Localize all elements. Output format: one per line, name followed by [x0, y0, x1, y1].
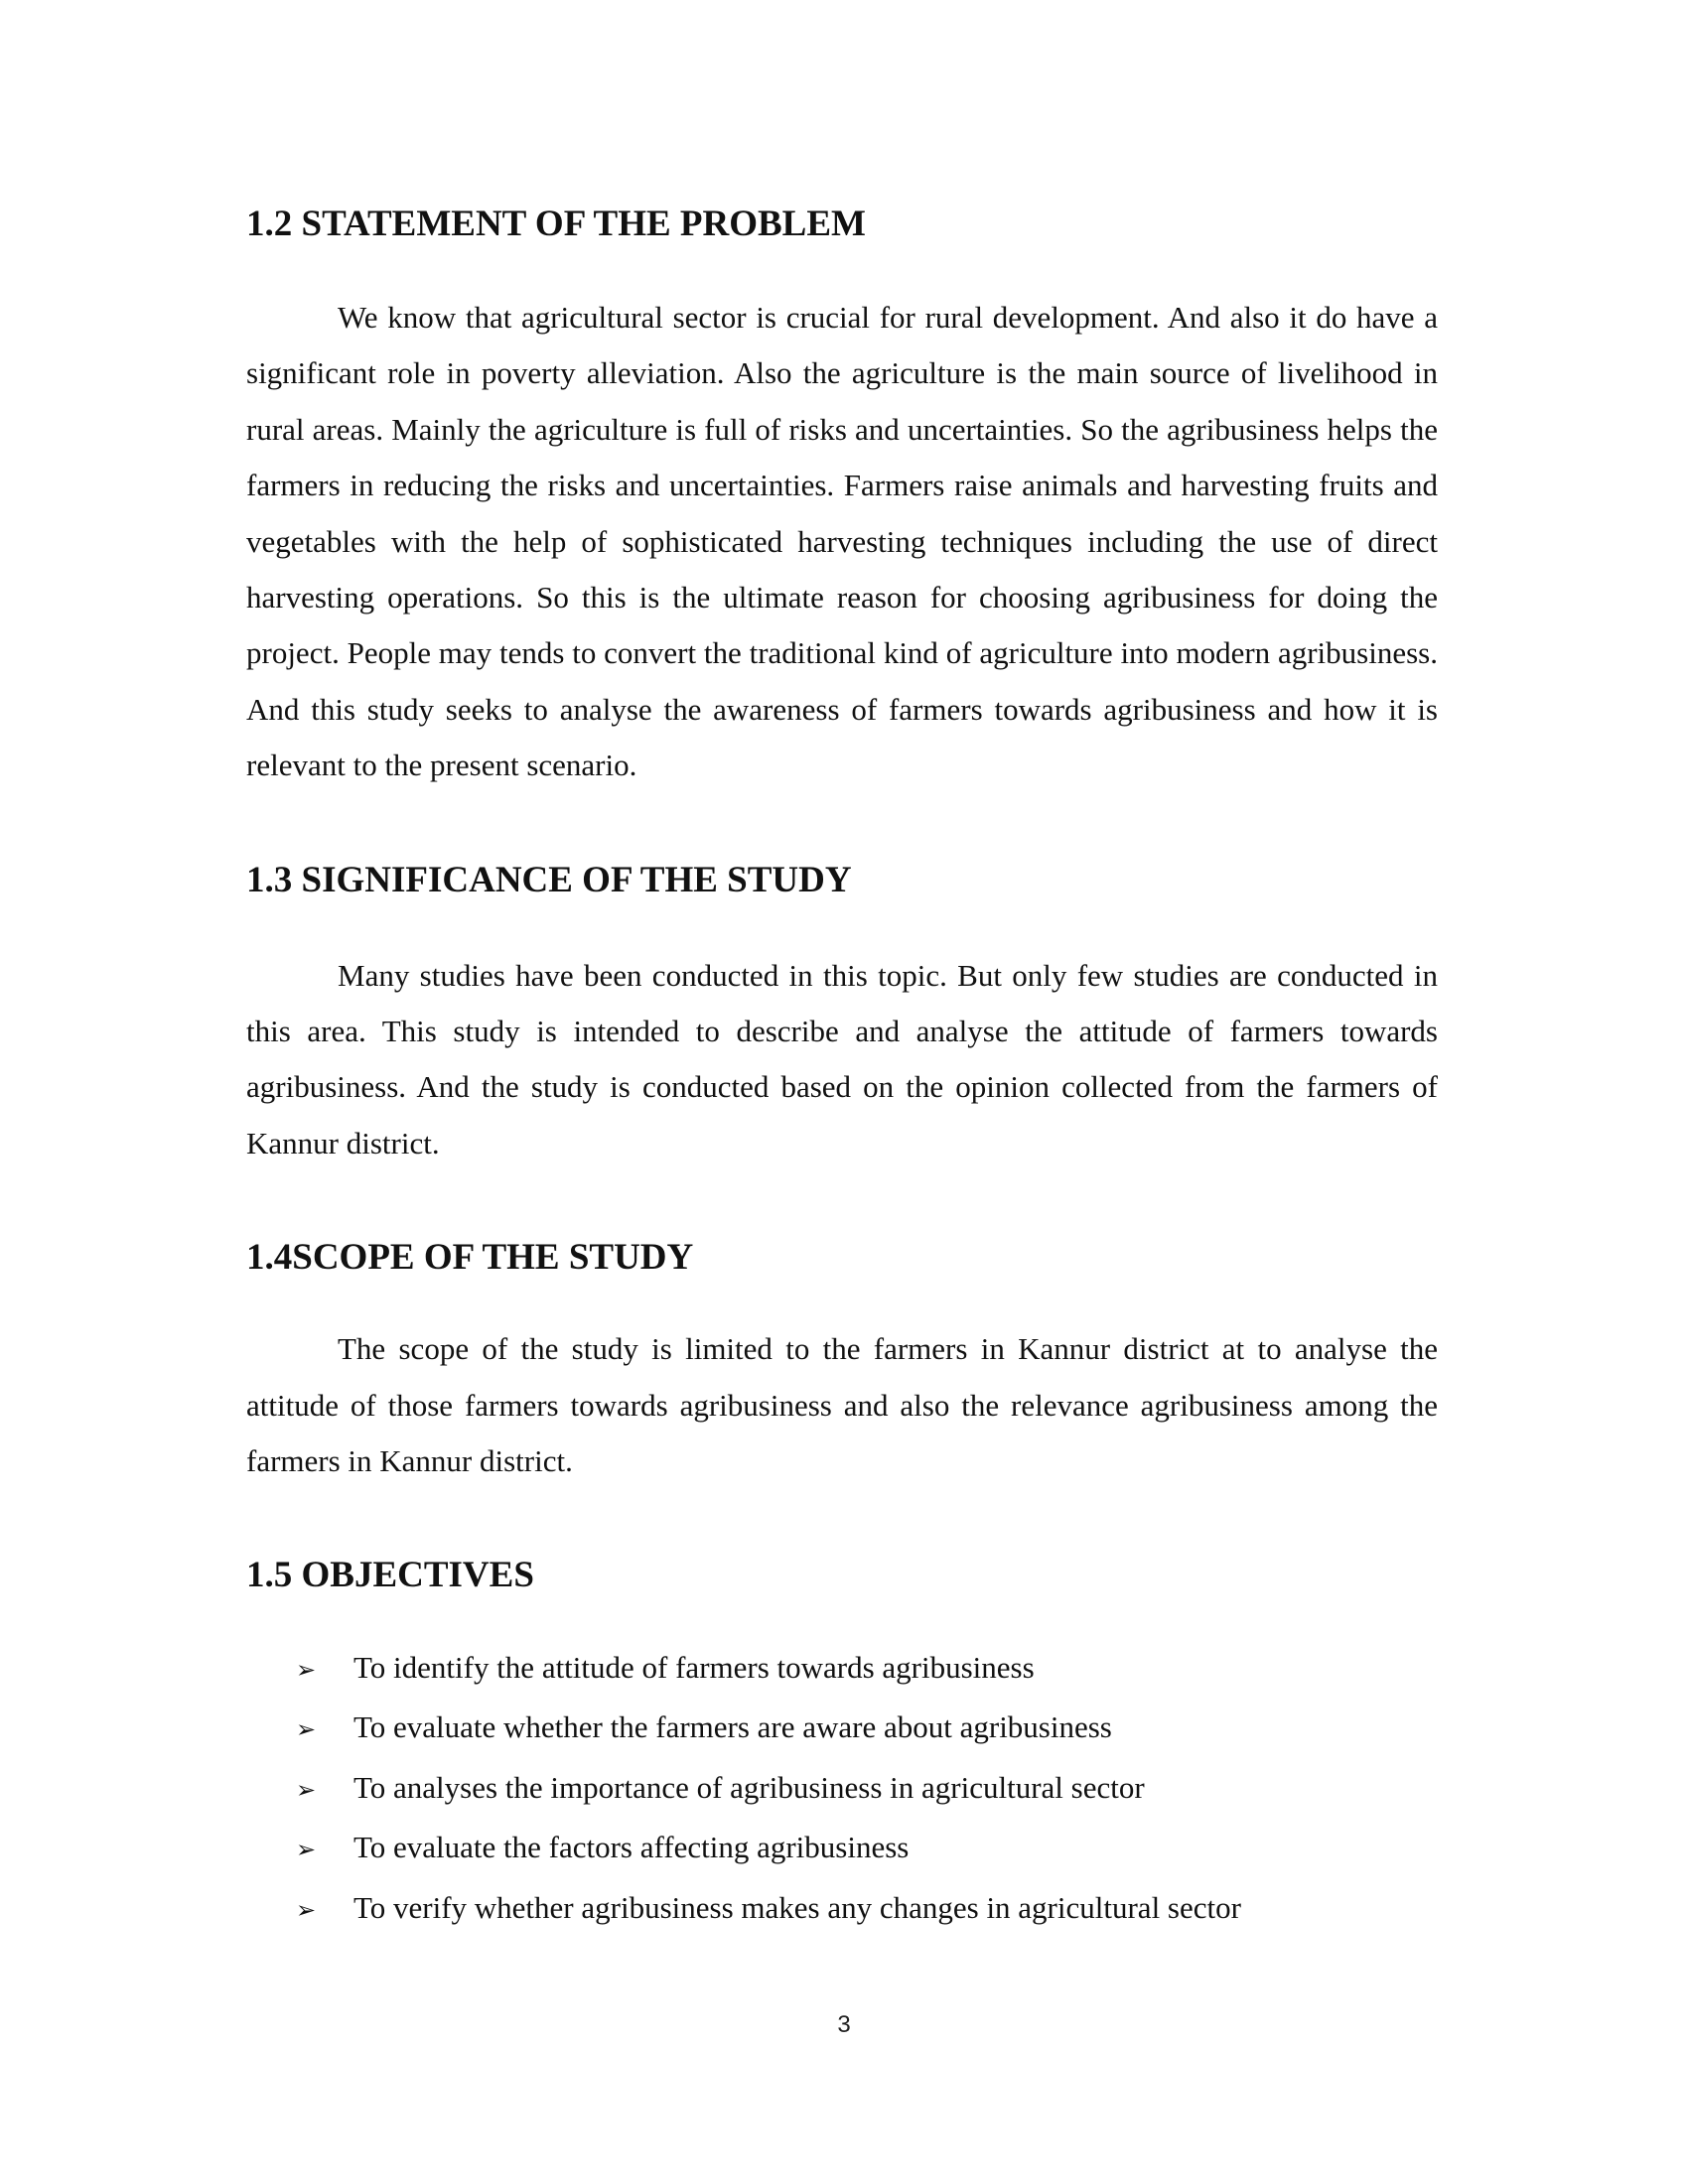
- statement-of-problem-paragraph: We know that agricultural sector is crucial for rural development. And also it do have a significant role in poverty alleviation. Also the agriculture is the main source of livelihood in rural areas. Mainly the agriculture is full of risks and uncertainties. So the agribusiness helps the farmers in reducing the risks and uncertainties. Farmers raise animals and harvesting fruits and vegetables with the help of sophisticated harvesting techniques including the use of direct harvesting operations. So this is the ultimate reason for choosing agribusiness for doing the project. People may tends to convert the traditional kind of agriculture into modern agribusiness. And this study seeks to analyse the awareness of farmers towards agribusiness and how it is relevant to the present scenario.: [246, 300, 1438, 783]
- page-number: 3: [837, 2011, 851, 2038]
- arrow-bullet-icon: ➢: [296, 1836, 317, 1863]
- arrow-bullet-icon: ➢: [296, 1655, 317, 1684]
- arrow-bullet-icon: ➢: [296, 1775, 317, 1804]
- significance-paragraph: Many studies have been conducted in this topic. But only few studies are conducted in this area. This study is intended to describe and analyse the attitude of farmers towards agribusiness. And the study is conducted based on the opinion collected from the farmers of Kannur district.: [246, 957, 1438, 1160]
- list-item: [246, 1699, 1438, 1759]
- list-item: [246, 1819, 1438, 1879]
- list-item: [246, 1759, 1438, 1820]
- arrow-bullet-icon: ➢: [296, 1715, 317, 1743]
- scope-paragraph: The scope of the study is limited to the farmers in Kannur district at to analyse the attitude of those farmers towards agribusiness and also the relevance agribusiness among the farmers in Kannur district.: [246, 1331, 1438, 1479]
- list-item: [246, 1879, 1438, 1940]
- objective-text: To verify whether agribusiness makes any changes in agricultural sector: [353, 1889, 1241, 1925]
- objective-text: To evaluate the factors affecting agribusiness: [353, 1830, 910, 1864]
- objective-text: To analyses the importance of agribusiness in agricultural sector: [353, 1769, 1145, 1805]
- arrow-bullet-icon: ➢: [296, 1895, 317, 1924]
- section-heading-objectives: 1.5 OBJECTIVES: [246, 1554, 534, 1595]
- objectives-list: [246, 1639, 1438, 1940]
- section-heading-scope: 1.4SCOPE OF THE STUDY: [246, 1237, 694, 1279]
- objective-text: To evaluate whether the farmers are aware about agribusiness: [353, 1709, 1112, 1744]
- section-heading-statement-of-problem: 1.2 STATEMENT OF THE PROBLEM: [246, 204, 866, 244]
- objective-text: To identify the attitude of farmers towards agribusiness: [353, 1649, 1035, 1685]
- document-page: [246, 189, 1438, 1939]
- list-item: [246, 1639, 1438, 1700]
- section-heading-significance: 1.3 SIGNIFICANCE OF THE STUDY: [246, 859, 852, 900]
